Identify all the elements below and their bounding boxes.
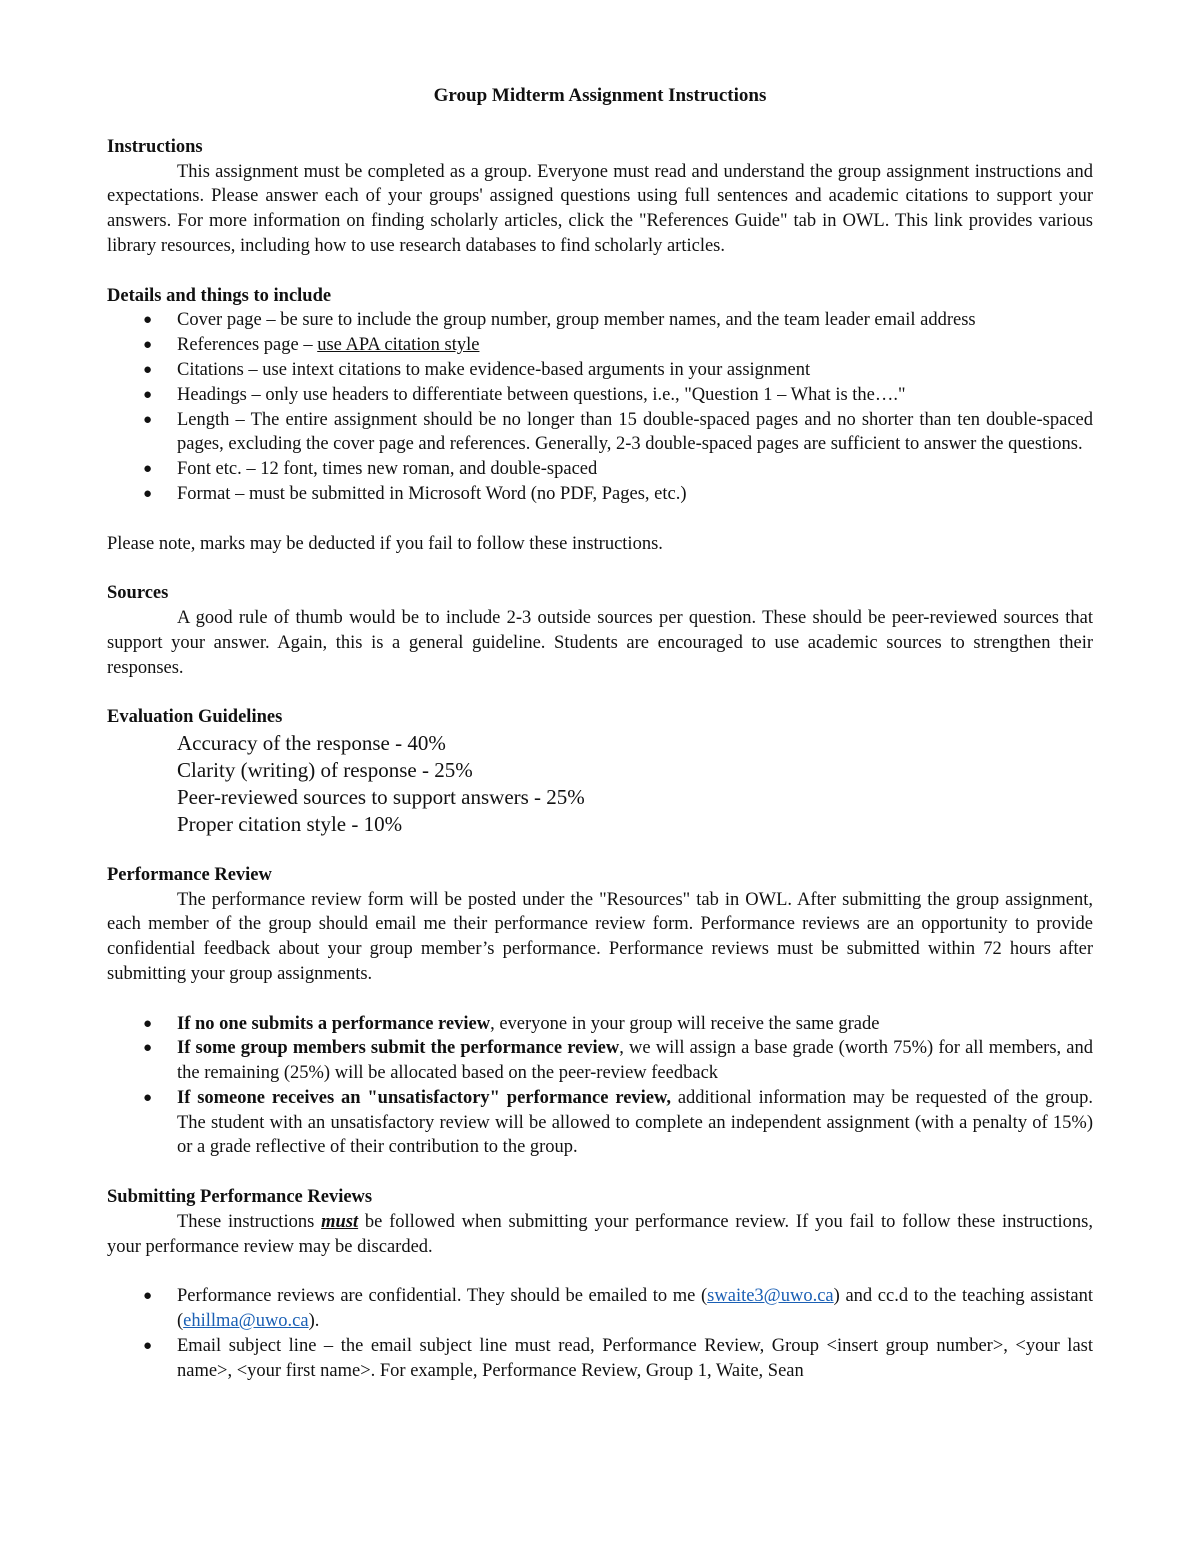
- evaluation-item: Accuracy of the response - 40%: [177, 730, 446, 755]
- evaluation-item: Peer-reviewed sources to support answers - 25%: [177, 784, 585, 809]
- list-item: ● If no one submits a performance review, everyone in your group will receive the same grade: [107, 1012, 1093, 1037]
- details-list: [107, 308, 1093, 506]
- sources-heading: Sources: [107, 583, 169, 604]
- instructions-heading: Instructions: [107, 136, 203, 157]
- list-item: ● References page – use APA citation style: [107, 333, 1093, 358]
- bullet-icon: ●: [143, 1089, 153, 1106]
- bullet-icon: ●: [143, 1040, 153, 1057]
- list-item: ● Citations – use intext citations to make evidence-based arguments in your assignment: [107, 358, 1093, 383]
- apa-style-link[interactable]: use APA citation style: [317, 335, 480, 356]
- document-title: Group Midterm Assignment Instructions: [433, 85, 767, 106]
- must-emphasis: must: [321, 1211, 359, 1232]
- submitting-list: [107, 1284, 1093, 1383]
- bullet-icon: ●: [143, 337, 153, 354]
- submitting-heading: Submitting Performance Reviews: [107, 1187, 373, 1208]
- list-item: ● If someone receives an "unsatisfactory" performance review, additional information may be requested of the group. The student with an unsatisfactory review will be allowed to complete an independent assignment (with a penalty of 15%) or a grade reflective of their contribution to the group.: [143, 1087, 1093, 1158]
- bullet-icon: ●: [143, 361, 153, 378]
- list-item: ● Format – must be submitted in Microsoft Word (no PDF, Pages, etc.): [107, 482, 1093, 507]
- bullet-icon: ●: [143, 386, 153, 403]
- list-item: ● Cover page – be sure to include the group number, group member names, and the team leader email address: [107, 308, 1093, 333]
- list-item: ● If some group members submit the performance review, we will assign a base grade (worth 75%) for all members, and the remaining (25%) will be allocated based on the peer-review feedback: [143, 1038, 1094, 1084]
- bullet-icon: ●: [143, 312, 153, 329]
- deduction-note: Please note, marks may be deducted if you fail to follow these instructions.: [107, 533, 663, 554]
- evaluation-list: [107, 730, 1093, 838]
- list-item: ● Length – The entire assignment should be no longer than 15 double-spaced pages and no shorter than ten double-spaced pages, excluding the cover page and references. Generally, 2-3 double-spaced pages are sufficient to answer the questions.: [143, 409, 1093, 455]
- list-item: ● Font etc. – 12 font, times new roman, and double-spaced: [107, 457, 1093, 482]
- instructor-email-link[interactable]: swaite3@uwo.ca: [707, 1286, 834, 1307]
- bullet-icon: ●: [143, 411, 153, 428]
- list-item: ● Performance reviews are confidential. They should be emailed to me (swaite3@uwo.ca) and cc.d to the teaching assistant (ehillma@uwo.ca).: [143, 1286, 1093, 1332]
- bullet-icon: ●: [143, 1015, 153, 1032]
- performance-paragraph: The performance review form will be posted under the "Resources" tab in OWL. After submitting the group assignment, each member of the group should email me their performance review form. Performance reviews are an opportunity to provide confidential feedback about your group member’s performance. Performance reviews must be submitted within 72 hours after submitting your group assignments.: [107, 889, 1093, 984]
- list-item: ● Email subject line – the email subject line must read, Performance Review, Group <insert group number>, <your last name>, <your first name>. For example, Performance Review, Group 1, Waite, Sean: [143, 1335, 1093, 1381]
- document-content: [107, 84, 1093, 1383]
- evaluation-heading: Evaluation Guidelines: [107, 707, 283, 728]
- submitting-paragraph: These instructions must be followed when submitting your performance review. If you fail to follow these instructions, your performance review may be discarded.: [107, 1211, 1093, 1257]
- details-heading: Details and things to include: [107, 285, 332, 306]
- evaluation-item: Proper citation style - 10%: [177, 811, 403, 836]
- ta-email-link[interactable]: ehillma@uwo.ca: [183, 1311, 309, 1332]
- performance-heading: Performance Review: [107, 864, 272, 885]
- instructions-paragraph: This assignment must be completed as a group. Everyone must read and understand the group assignment instructions and expectations. Please answer each of your groups' assigned questions using full sentences and academic citations to support your answers. For more information on finding scholarly articles, click the "References Guide" tab in OWL. This link provides various library resources, including how to use research databases to find scholarly articles.: [107, 161, 1093, 256]
- bullet-icon: ●: [143, 461, 153, 478]
- sources-paragraph: A good rule of thumb would be to include 2-3 outside sources per question. These should be peer-reviewed sources that support your answer. Again, this is a general guideline. Students are encouraged to use academic sources to strengthen their responses.: [107, 607, 1093, 678]
- bullet-icon: ●: [143, 1288, 153, 1305]
- bullet-icon: ●: [143, 485, 153, 502]
- performance-list: [107, 1012, 1093, 1161]
- bullet-icon: ●: [143, 1337, 153, 1354]
- evaluation-item: Clarity (writing) of response - 25%: [177, 757, 473, 782]
- list-item: ● Headings – only use headers to differentiate between questions, i.e., "Question 1 – What is the….": [107, 383, 1093, 408]
